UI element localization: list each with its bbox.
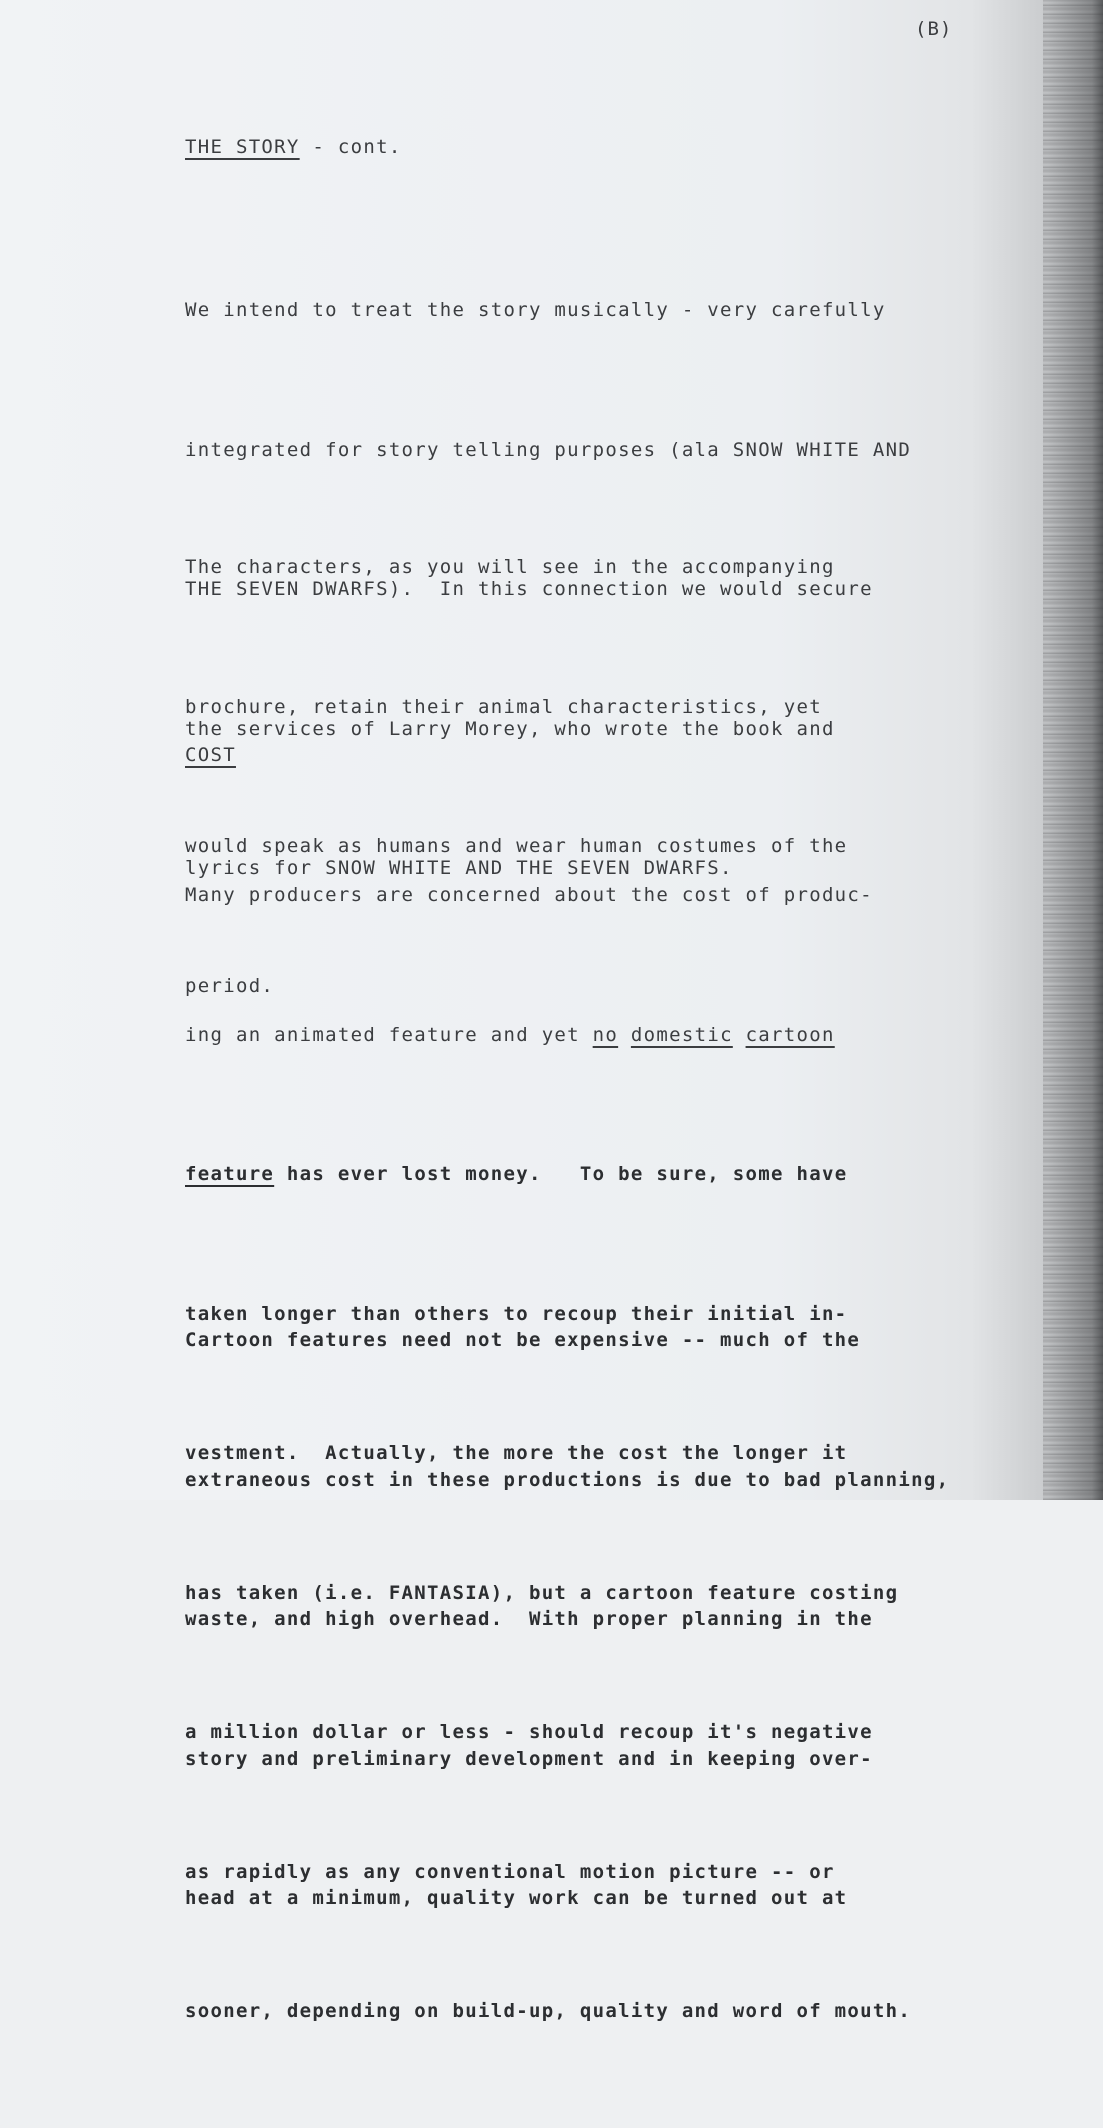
text-line: taken longer than others to recoup their initial in- [185,1302,848,1325]
text-line: has taken (i.e. FANTASIA), but a cartoon feature costing [185,1581,899,1604]
text-line: head at a minimum, quality work can be turned out at [185,1887,848,1909]
text-line: The characters, as you will see in the accompanying [185,556,835,578]
scan-edge-shadow [1043,0,1103,1500]
text-line: Many producers are concerned about the cost of produc- [185,884,873,906]
story-heading [185,136,402,158]
cost-paragraph-2 [185,1224,949,2015]
text-line: Cartoon features need not be expensive -- much of the [185,1329,861,1351]
text-line: lyrics for SNOW WHITE AND THE SEVEN DWARFS. [185,857,733,879]
text-line: would speak as humans and wear human costumes of the [185,835,848,857]
text-line: vestment. Actually, the more the cost the longer it [185,1442,848,1464]
cost-heading [185,744,236,766]
underlined-word: domestic [630,1023,733,1046]
text-fragment: has ever lost money. To be sure, some have [274,1163,848,1185]
text-line: a million dollar or less - should recoup it's negative [185,1721,873,1743]
underlined-word: feature [185,1163,275,1185]
text-line: the services of Larry Morey, who wrote the book and [185,717,835,740]
text-line: sooner, depending on build-up, quality and word of mouth. [185,2000,912,2022]
text-line [185,1012,911,1059]
text-line: brochure, retain their animal characteristics, yet [185,695,822,718]
story-heading-title: THE STORY [185,136,300,158]
text-line: story and preliminary development and in keeping over- [185,1747,873,1770]
text-line: We intend to treat the story musically - very carefully [185,299,886,321]
text-line: extraneous cost in these productions is due to bad planning, [185,1468,950,1491]
text-line [185,1151,911,1198]
underlined-word: cartoon [745,1023,835,1046]
cost-heading-title: COST [185,744,236,766]
page-number: (B) [915,18,953,40]
text-line: period. [185,974,275,997]
story-heading-suffix: - cont. [299,136,402,158]
text-line: integrated for story telling purposes (ala SNOW WHITE AND [185,438,912,461]
underlined-word: no [592,1023,619,1046]
text-line: THE SEVEN DWARFS). In this connection we would secure [185,578,873,600]
text-line: as rapidly as any conventional motion picture -- or [185,1860,835,1883]
text-line: waste, and high overhead. With proper planning in the [185,1608,873,1630]
text-fragment: ing an animated feature and yet [185,1023,593,1046]
